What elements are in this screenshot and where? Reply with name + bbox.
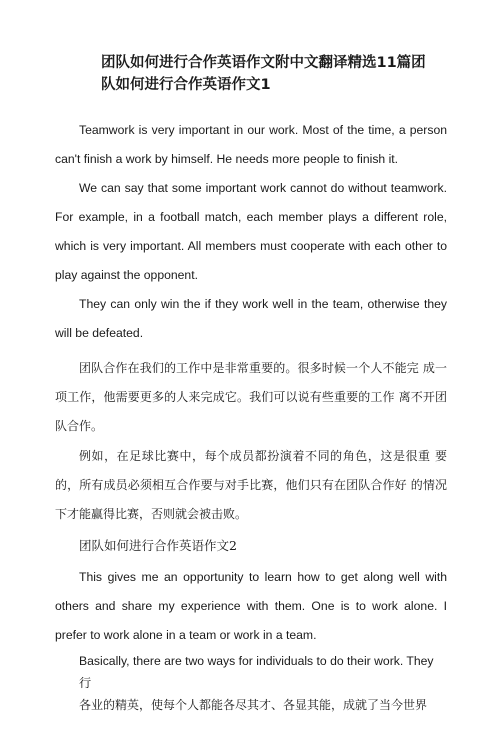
english-paragraph-2: We can say that some important work cannot do without teamwork. For example, in a football match, each member plays a different role, which is very important. All members must cooperate with each other to play against the opponent. — [55, 181, 447, 282]
title-line-1: 团队如何进行合作英语作文附中文翻译精选11篇团 — [101, 55, 426, 71]
mixed-paragraph — [79, 650, 447, 716]
chinese-paragraph-2: 例如，在足球比赛中，每个成员都扮演着不同的角色，这是很重 要的，所有成员必须相互合作要与对手比赛，他们只有在团队合作好 的情况下才能赢得比赛，否则就会被击败。 — [55, 449, 447, 521]
mixed-chinese-line-2: 各业的精英，使每个人都能各尽其才、各显其能，成就了当今世界 — [79, 698, 428, 712]
essay-2-subtitle: 团队如何进行合作英语作文2 — [79, 538, 237, 553]
document-title — [101, 52, 461, 96]
english-paragraph-4: This gives me an opportunity to learn how to get along well with others and share my experience with them. One is to work alone. I prefer to work alone in a team or work in a team. — [55, 570, 447, 642]
english-paragraph-1: Teamwork is very important in our work. Most of the time, a person can't finish a work by himself. He needs more people to finish it. — [55, 123, 447, 166]
chinese-paragraph-1: 团队合作在我们的工作中是非常重要的。很多时候一个人不能完 成一项工作，他需要更多的人来完成它。我们可以说有些重要的工作 离不开团队合作。 — [55, 361, 447, 433]
title-line-2: 队如何进行合作英语作文1 — [101, 77, 271, 93]
mixed-chinese-text: 行 — [79, 676, 92, 690]
mixed-english-text: Basically, there are two ways for individuals to do their work. They — [79, 654, 434, 668]
english-paragraph-3: They can only win the if they work well in the team, otherwise they will be defeated. — [55, 297, 447, 340]
